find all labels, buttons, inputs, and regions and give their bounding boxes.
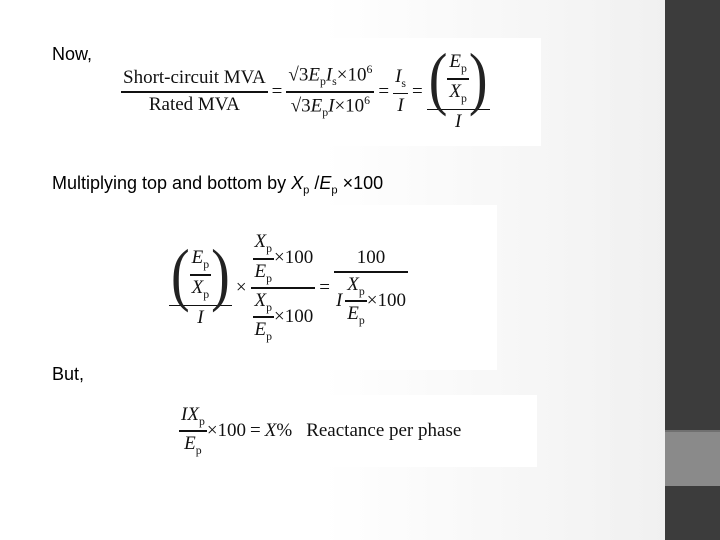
fraction-ep-xp-over-i: ( $\frac{E_p}{X_p}$ ) I [428,40,488,133]
fraction-right: 100 I $\frac{X_p}{E_p}$ ×100 [335,247,407,327]
text-multiplying: Multiplying top and bottom by $X_p$ $/E_p \times 100$ [52,173,384,197]
equals-sign: = [271,81,283,102]
sidebar-decoration [665,0,720,540]
fraction-mva-ratio [121,68,268,115]
equation-reactance: $\frac{IX_p}{E_p}$ ×100 = X% Reactance per phase [175,395,537,467]
equation-multiplied: ( $\frac{E_p}{X_p}$ ) I × $\frac{X_p}{E_p}$ ×100 $\frac{X_p}{E_p}$ ×100 = 100 I $\frac{X_p}{E_p}$ ×100 [167,205,497,370]
fraction-middle: $\frac{X_p}{E_p}$ ×100 $\frac{X_p}{E_p}$ ×100 [251,232,316,343]
label-reactance-per-phase: Reactance per phase [306,420,462,441]
text-now: Now, [52,44,93,64]
equation-short-circuit-ratio: $\frac{\text{Short-circuit MVA}}{\text{Rated MVA}}$ = $\frac{√3E_pI_s\times 10^6}{√3E_pI\times 10^6}$ = $\frac{I_s}{I}$ = ( $\frac{E_p}{X_p}$ ) I [115,38,541,146]
sidebar-accent-block [665,432,720,486]
fraction-ixp-ep: $\frac{IX_p}{E_p}$ [181,403,205,457]
label-short-circuit-mva: Short-circuit MVA [123,67,266,89]
text-but: But, [52,364,85,384]
fraction-left: ( $\frac{E_p}{X_p}$ ) I [171,236,230,329]
fraction-current-ratio: $\frac{I_s}{I}$ [395,65,406,117]
label-rated-mva: Rated MVA [148,93,240,115]
fraction-power-ratio: $\frac{√3E_pI_s\times 10^6}{√3E_pI\times 10^6}$ [288,63,373,119]
